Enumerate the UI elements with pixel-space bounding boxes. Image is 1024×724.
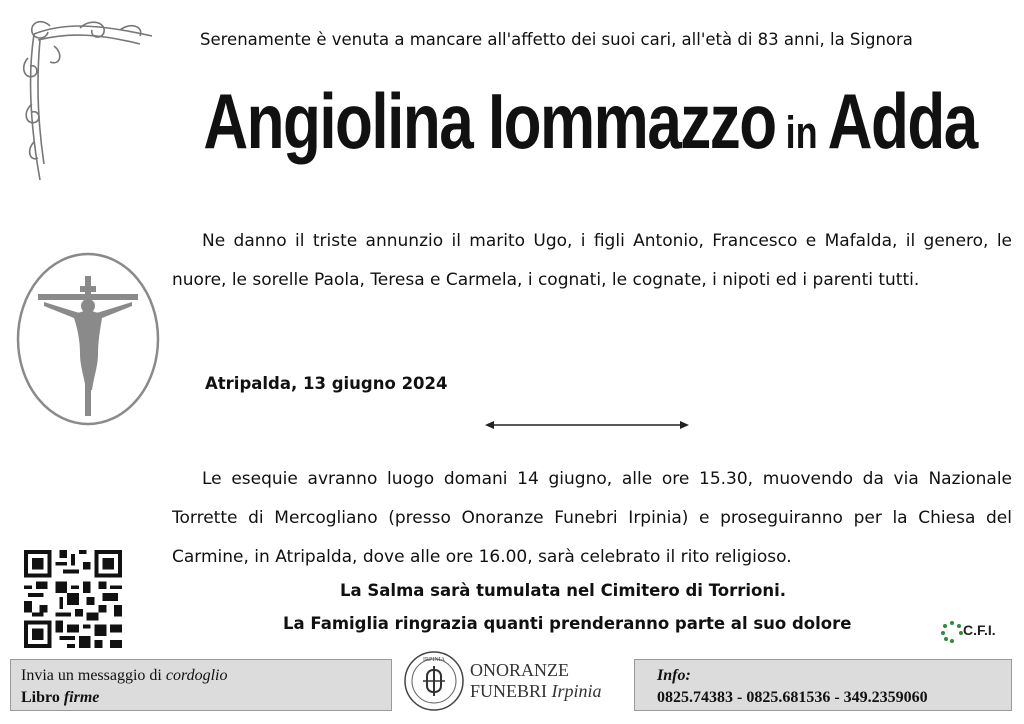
condolence-bar[interactable]: [10, 659, 392, 711]
family-text: Ne danno il triste annunzio il marito Ugo, i figli Antonio, Francesco e Mafalda, il genero, le nuore, le sorelle Paola, Teresa e Carmela, i cognati, le cognate, i nipoti ed i parenti tutti.: [172, 231, 1012, 290]
name-in: in: [785, 106, 818, 158]
funeral-text: Le esequie avranno luogo domani 14 giugno, alle ore 15.30, muovendo da via Nazionale Torrette di Mercogliano (presso Onoranze Funebri Irpinia) e proseguiranno per la Chiesa del Carmine, in Atripalda, dove alle ore 16.00, sarà celebrato il rito religioso.: [172, 469, 1012, 567]
brand-text: [470, 660, 602, 702]
condolence-link[interactable]: Invia un messaggio di cordoglio: [21, 667, 228, 684]
double-arrow-divider-icon: [485, 418, 689, 432]
svg-text:IRPINIA: IRPINIA: [423, 657, 445, 663]
brand-line2: FUNEBRI Irpinia: [470, 681, 602, 701]
deceased-name: [160, 78, 1020, 167]
cfi-logo-icon: [940, 620, 964, 644]
intro-text: Serenamente è venuta a mancare all'affetto dei suoi cari, all'età di 83 anni, la Signora: [200, 30, 913, 49]
brand-line1: ONORANZE: [470, 660, 569, 680]
name-first: Angiolina Iommazzo: [203, 79, 776, 166]
funeral-details: [172, 460, 1012, 577]
crucifix-icon: [14, 250, 162, 428]
cfi-logo-text: C.F.I.: [963, 622, 996, 638]
info-label: Info:: [657, 667, 691, 684]
guestbook-link[interactable]: Libro firme: [21, 689, 100, 706]
place-date: Atripalda, 13 giugno 2024: [205, 374, 448, 393]
funeral-home-seal-icon: [403, 650, 465, 712]
thanks-text: La Famiglia ringrazia quanti prenderanno parte al suo dolore: [283, 614, 852, 633]
qr-code-icon[interactable]: [24, 550, 122, 648]
phone-numbers[interactable]: 0825.74383 - 0825.681536 - 349.2359060: [657, 689, 928, 706]
corner-ornament-icon: [20, 14, 160, 184]
info-bar: [634, 659, 1012, 711]
burial-text: La Salma sarà tumulata nel Cimitero di Torrioni.: [340, 581, 787, 600]
family-announcement: [172, 222, 1012, 300]
name-last: Adda: [827, 79, 977, 166]
